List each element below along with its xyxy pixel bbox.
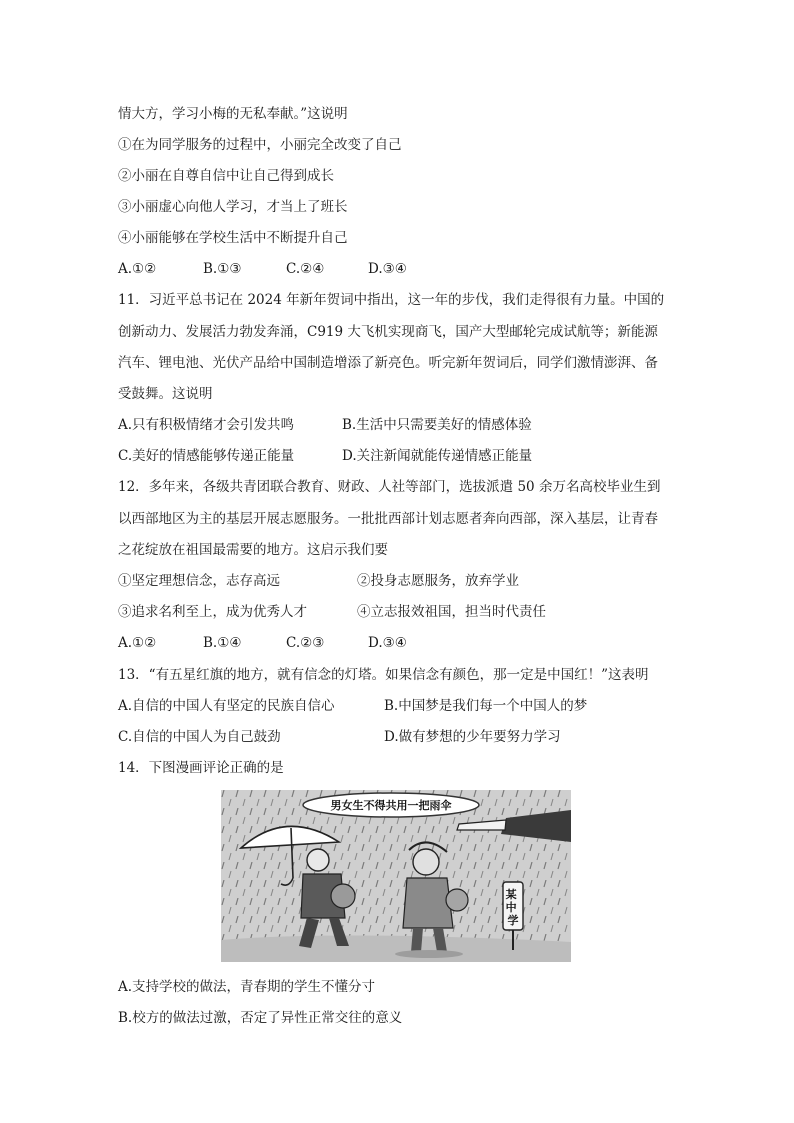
q14-stem: 14．下图漫画评论正确的是 [118,760,284,776]
q12-option-d: D.③④ [368,635,407,651]
girl-figure [413,849,439,875]
q12-item-2: ②投身志愿服务，放弃学业 [357,573,519,589]
q11-option-d: D.关注新闻就能传递情感正能量 [342,448,533,464]
q10-item-1: ①在为同学服务的过程中，小丽完全改变了自己 [118,137,402,153]
q12-stem-line-1: 12．多年来，各级共青团联合教育、财政、人社等部门，选拔派遣 50 余万名高校毕业生到 [118,479,661,495]
q11-stem-line-2: 创新动力、发展活力勃发奔涌，C919 大飞机实现商飞，国产大型邮轮完成试航等；新能源 [118,324,658,340]
q11-stem-line-4: 受鼓舞。这说明 [118,386,213,402]
q11-option-b: B.生活中只需要美好的情感体验 [342,417,532,433]
q13-option-b: B.中国梦是我们每一个中国人的梦 [384,698,588,714]
q12-stem-line-3: 之花绽放在祖国最需要的地方。这启示我们要 [118,542,388,558]
q12-option-c: C.②③ [286,635,325,651]
comic-illustration [221,790,571,962]
q11-option-c: C.美好的情感能够传递正能量 [118,448,295,464]
q10-item-3: ③小丽虚心向他人学习，才当上了班长 [118,199,348,215]
comic-drawing [221,790,571,962]
q12-option-a: A.①② [118,635,157,651]
q10-stem-tail: 情大方，学习小梅的无私奉献。”这说明 [118,106,348,122]
boy-figure [307,849,329,871]
q10-option-c: C.②④ [286,261,325,277]
q10-item-4: ④小丽能够在学校生活中不断提升自己 [118,230,348,246]
q10-item-2: ②小丽在自尊自信中让自己得到成长 [118,168,334,184]
q10-option-a: A.①② [118,261,157,277]
q13-option-a: A.自信的中国人有坚定的民族自信心 [118,698,335,714]
q12-item-1: ①坚定理想信念，志存高远 [118,573,280,589]
q14-option-b: B.校方的做法过激，否定了异性正常交往的意义 [118,1010,403,1026]
q11-stem-line-3: 汽车、锂电池、光伏产品给中国制造增添了新亮色。听完新年贺词后，同学们激情澎湃、备 [118,355,658,371]
q13-option-c: C.自信的中国人为自己鼓劲 [118,729,281,745]
q12-option-b: B.①④ [203,635,242,651]
q14-option-a: A.支持学校的做法，青春期的学生不懂分寸 [118,979,376,995]
q12-item-4: ④立志报效祖国，担当时代责任 [357,604,546,620]
q12-stem-line-2: 以西部地区为主的基层开展志愿服务。一批批西部计划志愿者奔向西部，深入基层，让青春 [118,511,658,527]
q13-stem: 13．“有五星红旗的地方，就有信念的灯塔。如果信念有颜色，那一定是中国红！”这表明 [118,667,649,683]
bubble-text: 男女生不得共用一把雨伞 [330,799,452,812]
q10-option-d: D.③④ [368,261,407,277]
q13-option-d: D.做有梦想的少年要努力学习 [384,729,561,745]
q11-stem-line-1: 11．习近平总书记在 2024 年新年贺词中指出，这一年的步伐，我们走得很有力量。中国的 [118,292,665,308]
school-sign-text: 某 中 学 [505,888,519,927]
q12-item-3: ③追求名利至上，成为优秀人才 [118,604,307,620]
q11-option-a: A.只有积极情绪才会引发共鸣 [118,417,295,433]
q10-option-b: B.①③ [203,261,242,277]
